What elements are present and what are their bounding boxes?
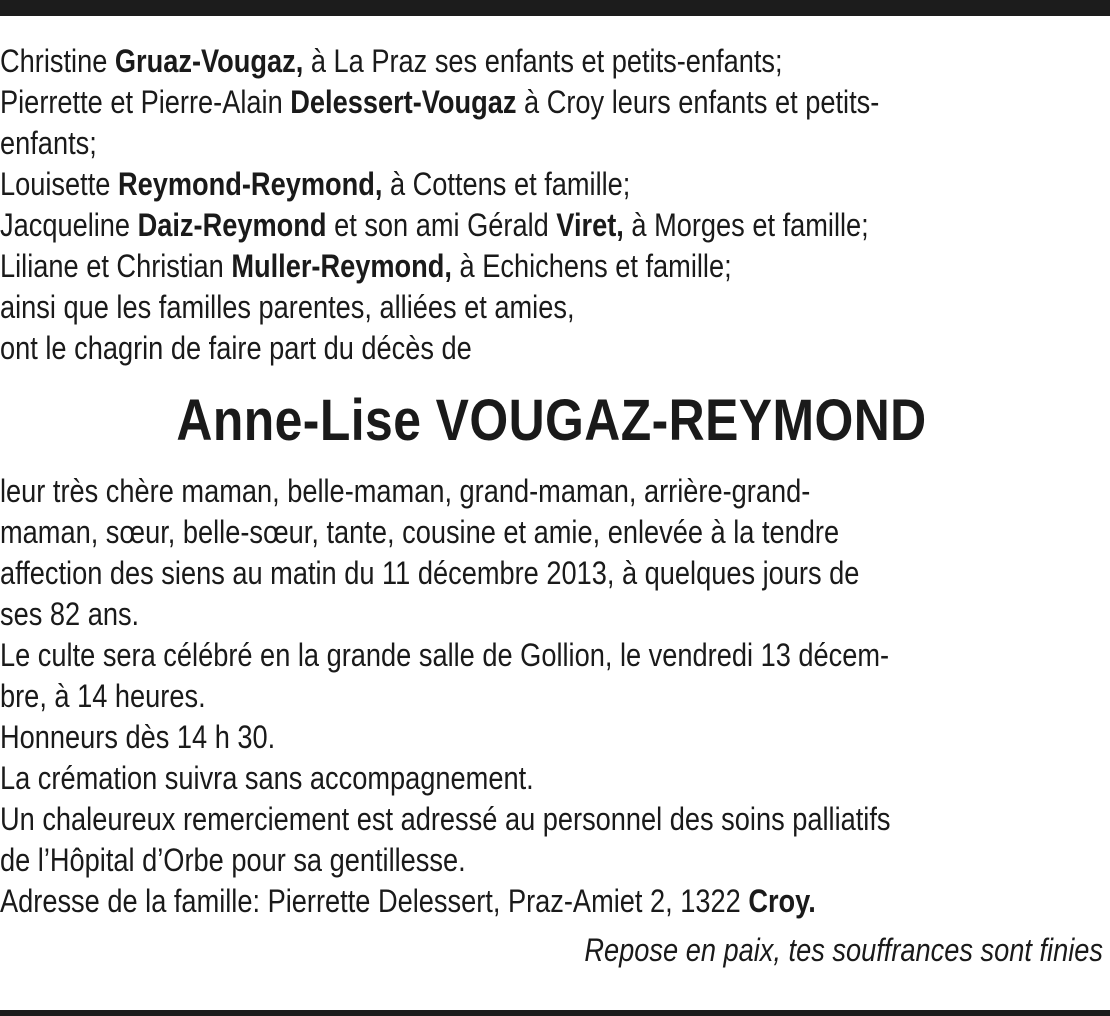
body-line: Un chaleureux remerciement est adressé au personnel des soins palliatifs <box>0 801 891 837</box>
bottom-rule <box>0 1010 1110 1016</box>
body-line: Honneurs dès 14 h 30. <box>0 719 276 755</box>
family-line <box>0 246 938 287</box>
family-name: Gruaz-Vougaz, <box>114 43 304 79</box>
body-line: bre, à 14 heures. <box>0 678 206 714</box>
address-line <box>0 881 938 922</box>
body-line: maman, sœur, belle-sœur, tante, cousine et amie, enlevée à la tendre <box>0 514 840 550</box>
family-text: Louisette <box>0 166 118 202</box>
intro-line: ont le chagrin de faire part du décès de <box>0 330 472 366</box>
family-text: à Echichens et famille; <box>451 248 732 284</box>
family-text: Liliane et Christian <box>0 248 232 284</box>
obituary-notice <box>0 41 1103 971</box>
family-line <box>0 82 938 123</box>
family-text: Pierrette et Pierre-Alain <box>0 84 291 120</box>
family-line <box>0 41 938 82</box>
family-line <box>0 123 938 164</box>
family-line <box>0 205 938 246</box>
body-line: affection des siens au matin du 11 décembre 2013, à quelques jours de <box>0 555 860 591</box>
family-name: Daiz-Reymond <box>137 207 327 243</box>
deceased-name: Anne-Lise VOUGAZ-REYMOND <box>176 388 927 453</box>
family-name: Viret, <box>556 207 624 243</box>
family-text: à Morges et famille; <box>623 207 869 243</box>
family-name: Muller-Reymond, <box>231 248 452 284</box>
family-text: enfants; <box>0 125 97 161</box>
body-line: ses 82 ans. <box>0 596 140 632</box>
body-line: leur très chère maman, belle-maman, grand-maman, arrière-grand- <box>0 473 811 509</box>
body-line: La crémation suivra sans accompagnement. <box>0 760 534 796</box>
family-text: à La Praz ses enfants et petits-enfants; <box>303 43 783 79</box>
body-line: de l’Hôpital d’Orbe pour sa gentillesse. <box>0 842 466 878</box>
address-town: Croy. <box>748 883 816 919</box>
top-rule <box>0 0 1110 16</box>
address-text: Adresse de la famille: Pierrette Delessert, Praz-Amiet 2, 1322 <box>0 883 749 919</box>
family-text: à Cottens et famille; <box>382 166 631 202</box>
family-text: Christine <box>0 43 115 79</box>
closing-phrase: Repose en paix, tes souffrances sont finies <box>584 932 1103 968</box>
family-line <box>0 164 938 205</box>
family-name: Reymond-Reymond, <box>117 166 383 202</box>
family-text: et son ami Gérald <box>326 207 557 243</box>
family-text: Jacqueline <box>0 207 138 243</box>
family-name: Delessert-Vougaz <box>290 84 517 120</box>
intro-line: ainsi que les familles parentes, alliées et amies, <box>0 289 575 325</box>
body-line: Le culte sera célébré en la grande salle de Gollion, le vendredi 13 décem- <box>0 637 890 673</box>
family-text: à Croy leurs enfants et petits- <box>516 84 880 120</box>
